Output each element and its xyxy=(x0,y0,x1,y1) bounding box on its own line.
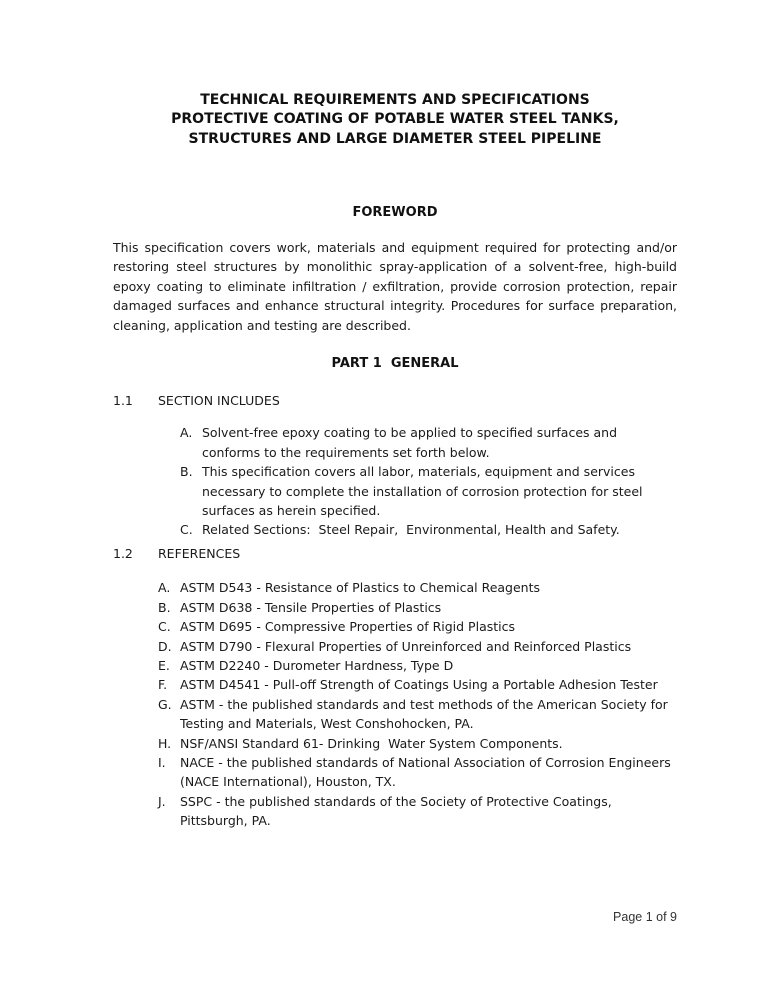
list-item-marker: G. xyxy=(158,696,172,712)
list-item xyxy=(180,423,677,462)
list-item-text: ASTM D695 - Compressive Properties of Rigid Plastics xyxy=(180,619,516,635)
list-item-marker: E. xyxy=(158,657,170,673)
section-1-1-number: 1.1 xyxy=(113,392,133,408)
list-item-marker: B. xyxy=(158,599,171,615)
list-item xyxy=(158,578,677,597)
list-item-text: Related Sections: Steel Repair, Environmental, Health and Safety. xyxy=(202,522,620,538)
part1-heading: PART 1 GENERAL xyxy=(331,356,459,372)
section-1-1-list xyxy=(180,423,677,539)
list-item-marker: C. xyxy=(158,619,171,635)
list-item-text: ASTM D638 - Tensile Properties of Plastics xyxy=(180,599,442,615)
foreword-heading: FOREWORD xyxy=(352,204,438,220)
list-item-marker: C. xyxy=(180,522,193,538)
list-item-marker: F. xyxy=(158,677,168,693)
list-item xyxy=(158,753,677,792)
list-item-text: SSPC - the published standards of the Society of Protective Coatings, Pittsburgh, PA. xyxy=(180,793,616,829)
list-item-text: Solvent-free epoxy coating to be applied to specified surfaces and conforms to the requirements set forth below. xyxy=(202,425,621,460)
list-item-text: ASTM D2240 - Durometer Hardness, Type D xyxy=(180,657,454,673)
list-item-text: NACE - the published standards of National Association of Corrosion Engineers (NACE International), Houston, TX. xyxy=(180,755,675,790)
document-title xyxy=(113,0,677,149)
list-item-text: NSF/ANSI Standard 61- Drinking Water System Components. xyxy=(180,735,563,751)
list-item-marker: A. xyxy=(158,580,171,596)
list-item-marker: I. xyxy=(158,755,166,771)
foreword-paragraph: This specification covers work, materials and equipment required for protecting and/or restoring steel structures by monolithic spray-application of a solvent-free, high-build epoxy coating to eliminate infiltration / exfiltration, provide corrosion protection, repair damaged surfaces and enhance structural integrity. Procedures for surface preparation, cleaning, application and testing are described. xyxy=(113,239,677,333)
section-1-2-number: 1.2 xyxy=(113,546,133,562)
list-item xyxy=(158,637,677,656)
list-item-text: This specification covers all labor, materials, equipment and services necessary to complete the installation of corrosion protection for steel surfaces as herein specified. xyxy=(202,464,647,519)
section-1-1-title: SECTION INCLUDES xyxy=(158,392,280,408)
title-line-2: PROTECTIVE COATING OF POTABLE WATER STEEL TANKS, xyxy=(171,111,619,128)
list-item xyxy=(158,734,677,753)
list-item xyxy=(158,656,677,675)
list-item-marker: J. xyxy=(158,793,166,809)
title-line-3: STRUCTURES AND LARGE DIAMETER STEEL PIPELINE xyxy=(188,130,602,147)
list-item xyxy=(180,462,677,520)
page-number: Page 1 of 9 xyxy=(613,910,677,924)
section-1-2-title: REFERENCES xyxy=(158,546,241,562)
list-item xyxy=(180,520,677,539)
section-1-2-heading xyxy=(113,544,677,564)
list-item-marker: H. xyxy=(158,735,172,751)
list-item-text: ASTM D4541 - Pull-off Strength of Coatings Using a Portable Adhesion Tester xyxy=(180,677,658,693)
list-item-text: ASTM - the published standards and test methods of the American Society for Testing and Materials, West Conshohocken, PA. xyxy=(180,696,672,732)
list-item xyxy=(158,617,677,636)
list-item-text: ASTM D790 - Flexural Properties of Unreinforced and Reinforced Plastics xyxy=(180,638,632,654)
list-item-marker: A. xyxy=(180,425,193,441)
list-item-text: ASTM D543 - Resistance of Plastics to Chemical Reagents xyxy=(180,580,541,596)
list-item-marker: B. xyxy=(180,464,193,480)
section-1-2-list xyxy=(158,578,677,830)
list-item xyxy=(158,792,677,831)
list-item xyxy=(158,695,677,734)
list-item-marker: D. xyxy=(158,638,172,654)
title-line-1: TECHNICAL REQUIREMENTS AND SPECIFICATIONS xyxy=(200,92,590,108)
section-1-1-heading xyxy=(113,391,677,411)
list-item xyxy=(158,598,677,617)
list-item xyxy=(158,675,677,694)
